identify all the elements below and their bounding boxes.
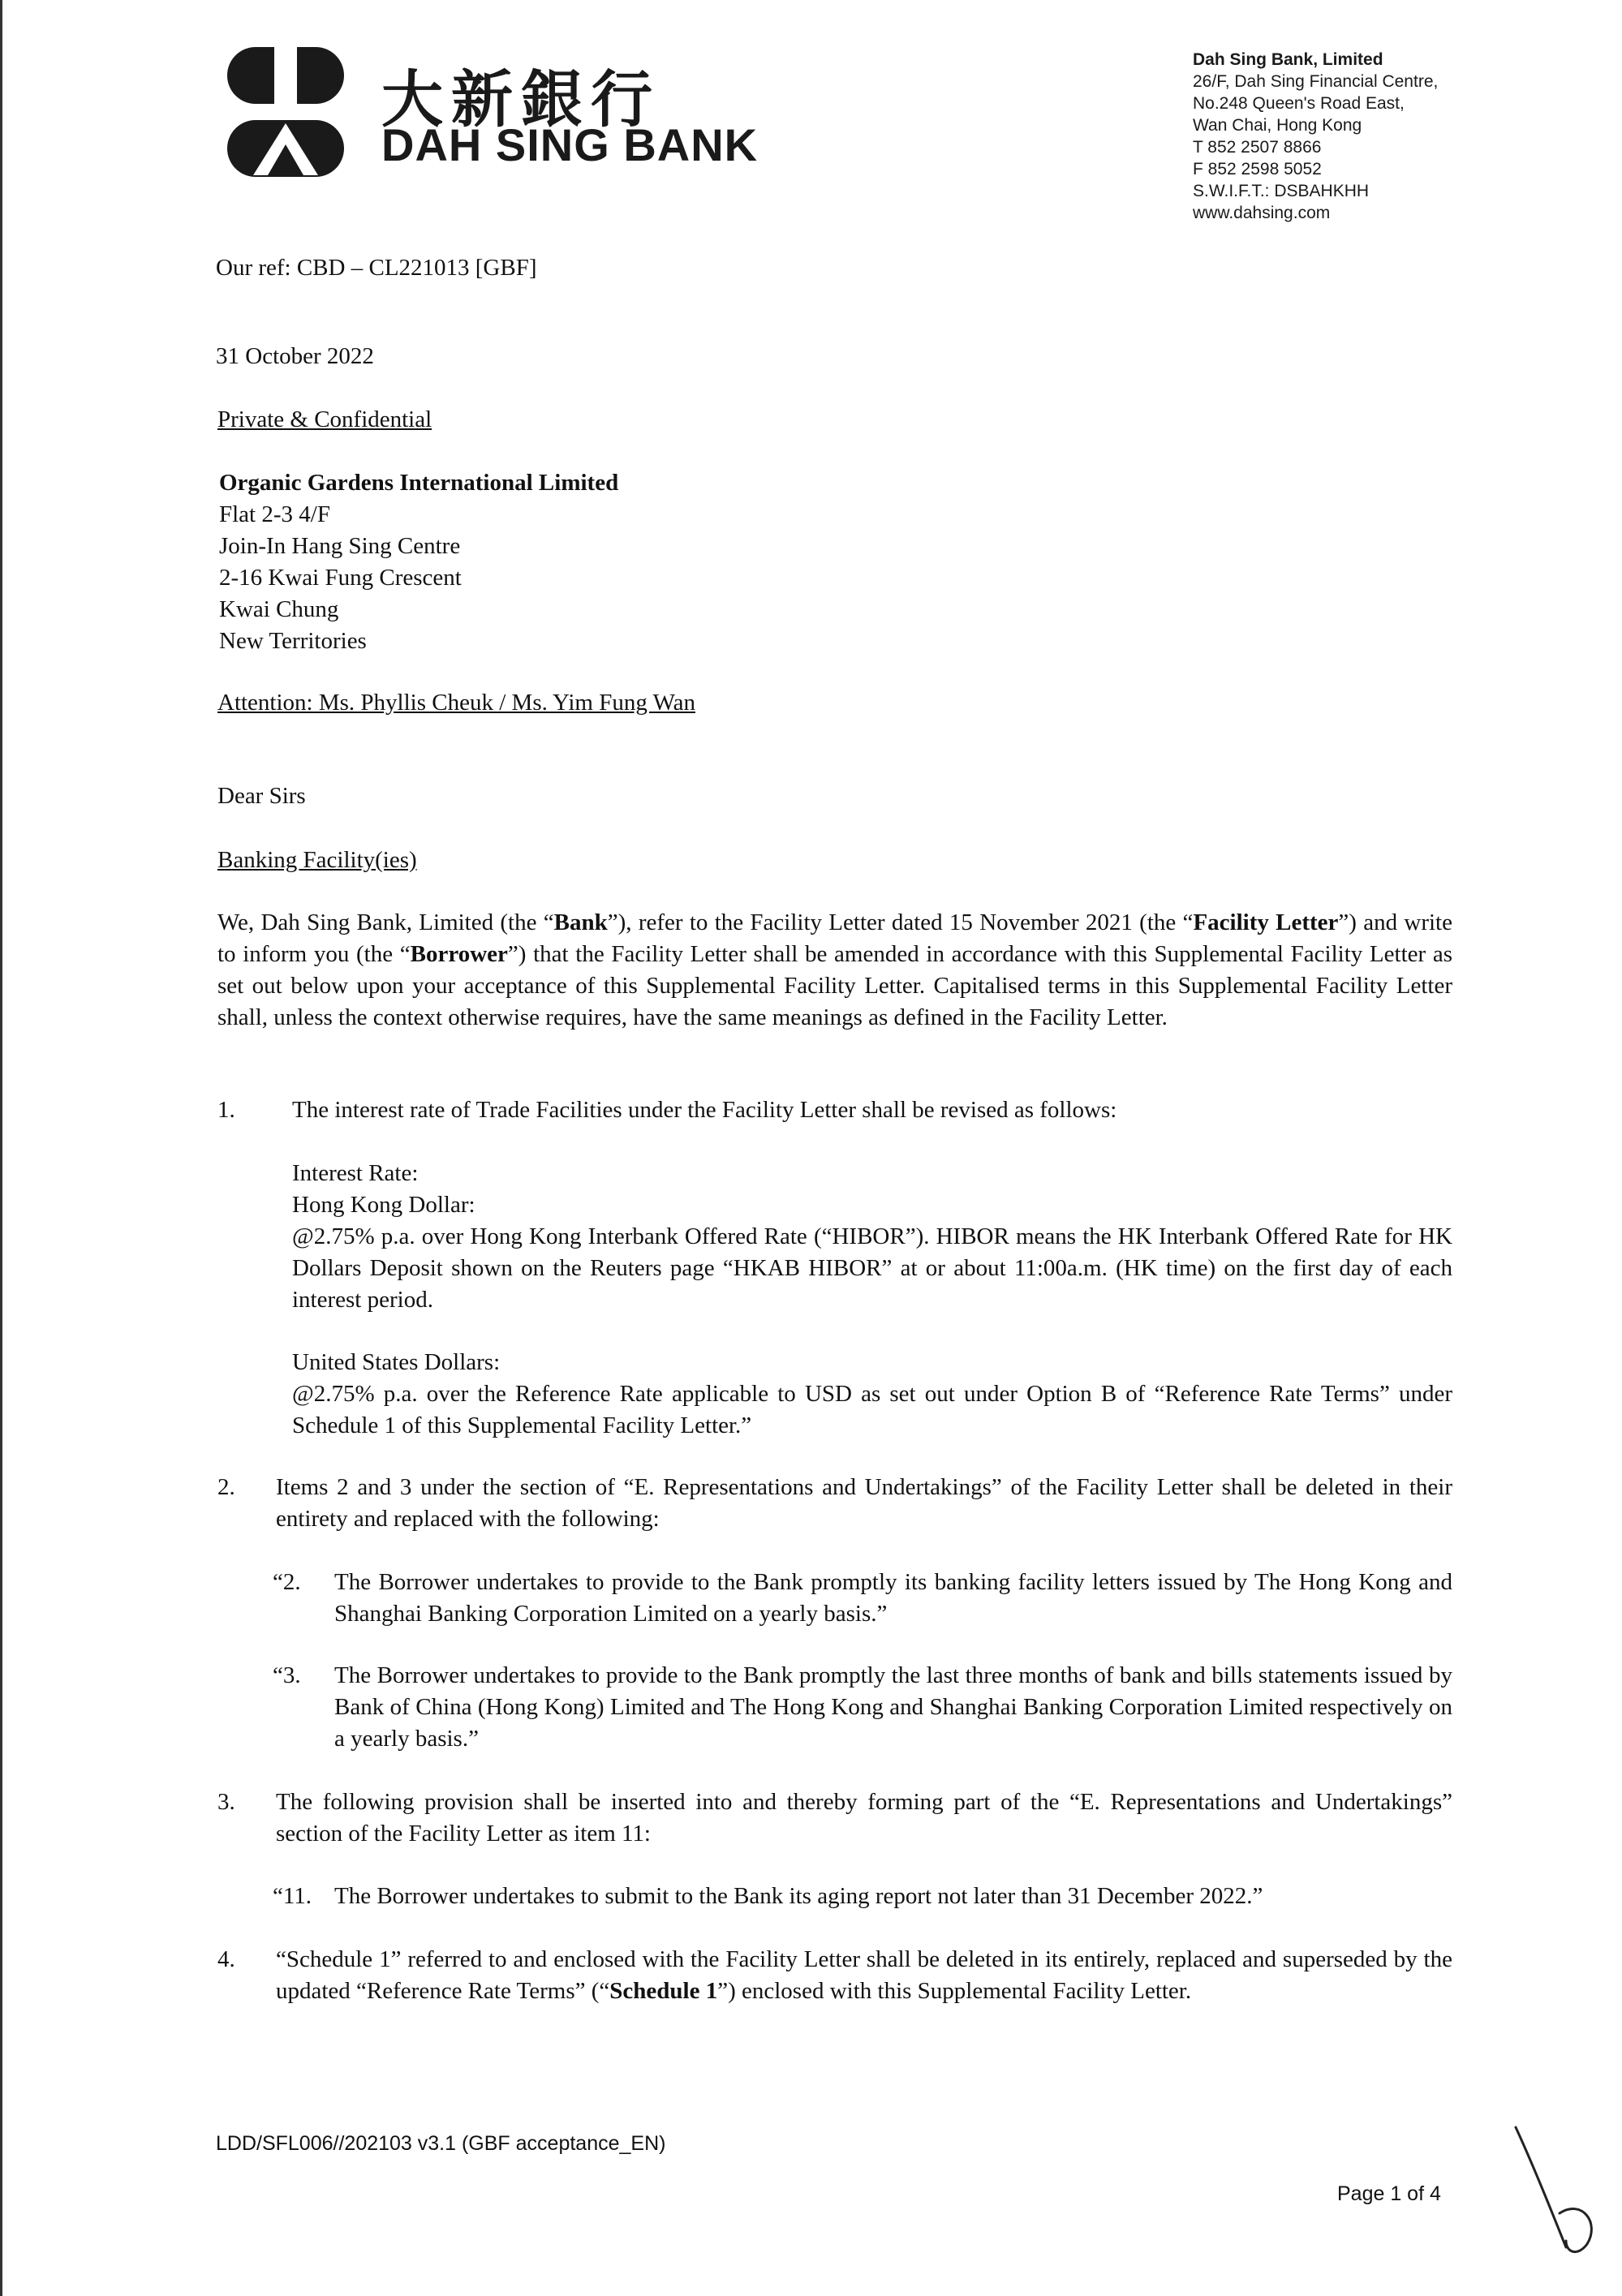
item-4-text	[276, 1944, 1452, 2007]
salutation: Dear Sirs	[217, 783, 306, 809]
recipient-address-line: Join-In Hang Sing Centre	[219, 533, 461, 559]
usd-label: United States Dollars:	[292, 1349, 501, 1375]
bank-name: Dah Sing Bank, Limited	[1193, 50, 1383, 69]
address-line: 26/F, Dah Sing Financial Centre,	[1193, 72, 1439, 91]
subject-line: Banking Facility(ies)	[217, 847, 417, 873]
address-line: Wan Chai, Hong Kong	[1193, 116, 1362, 135]
handwritten-initial-icon	[1509, 2118, 1607, 2264]
sub-item-number: “3.	[273, 1662, 301, 1688]
bank-address-block	[1193, 49, 1438, 224]
usd-rate-text: @2.75% p.a. over the Reference Rate applicable to USD as set out under Option B of “Reference Rate Terms” under Schedule 1 of this Supplemental Facility Letter.”	[292, 1381, 1452, 1438]
item-3-text: The following provision shall be inserted into and thereby forming part of the “E. Representations and Undertakings” section of the Facility Letter as item 11:	[276, 1789, 1452, 1847]
recipient-block	[219, 467, 618, 657]
sub-item-text: The Borrower undertakes to submit to the Bank its aging report not later than 31 December 2022.”	[334, 1883, 1263, 1909]
brand-english-name: DAH SING BANK	[381, 119, 759, 170]
letter-date: 31 October 2022	[216, 343, 374, 369]
recipient-address-line: Flat 2-3 4/F	[219, 501, 330, 527]
recipient-address-line: New Territories	[219, 628, 367, 654]
attention-line: Attention: Ms. Phyllis Cheuk / Ms. Yim Fung Wan	[217, 690, 696, 716]
intro-text: We, Dah Sing Bank, Limited (the “	[217, 909, 554, 935]
sub-item-number: “11.	[273, 1883, 312, 1909]
confidential-label: Private & Confidential	[217, 406, 432, 432]
address-line: No.248 Queen's Road East,	[1193, 94, 1405, 113]
scan-edge-line	[0, 0, 2, 2296]
swift-line: S.W.I.F.T.: DSBAHKHH	[1193, 182, 1370, 200]
hkd-label: Hong Kong Dollar:	[292, 1192, 475, 1218]
intro-paragraph	[217, 907, 1452, 1034]
item-4-part: “Schedule 1” referred to and enclosed with the Facility Letter shall be deleted in its entirely, replaced and superseded by the updated “Reference Rate Terms” (“	[276, 1946, 1452, 2004]
recipient-address-line: Kwai Chung	[219, 596, 339, 622]
intro-text: ”), refer to the Facility Letter dated 15 November 2021 (the “	[607, 909, 1194, 935]
hkd-rate-text: @2.75% p.a. over Hong Kong Interbank Offered Rate (“HIBOR”). HIBOR means the HK Interbank Offered Rate for HK Dollars Deposit shown on the Reuters page “HKAB HIBOR” at or about 11:00a.m. (HK time) on the first day of each interest period.	[292, 1223, 1452, 1313]
defined-term: Facility Letter	[1193, 909, 1339, 935]
item-number: 4.	[217, 1946, 235, 1972]
sub-item-text: The Borrower undertakes to provide to the Bank promptly its banking facility letters issued by The Hong Kong and Shanghai Banking Corporation Limited on a yearly basis.”	[334, 1569, 1452, 1627]
intro-text: ”) and write to inform you (the “	[217, 909, 1452, 967]
defined-term: Bank	[553, 909, 608, 935]
item-number: 2.	[217, 1474, 235, 1500]
sub-item-number: “2.	[273, 1569, 301, 1595]
item-number: 3.	[217, 1789, 235, 1815]
defined-term: Schedule 1	[609, 1978, 718, 2004]
document-reference: LDD/SFL006//202103 v3.1 (GBF acceptance_EN)	[216, 2132, 666, 2155]
recipient-address-line: 2-16 Kwai Fung Crescent	[219, 565, 462, 591]
interest-rate-block	[292, 1158, 1452, 1316]
dah-sing-logo-icon	[221, 47, 351, 183]
intro-text: ”) that the Facility Letter shall be amended in accordance with this Supplemental Facility Letter as set out below upon your acceptance of this Supplemental Facility Letter. Capitalised terms in this Supplemental Facility Letter shall, unless the context otherwise requires, have the same meanings as defined in the Facility Letter.	[217, 941, 1452, 1030]
item-1-text: The interest rate of Trade Facilities under the Facility Letter shall be revised as follows:	[292, 1097, 1117, 1123]
item-4-part: ”) enclosed with this Supplemental Facility Letter.	[717, 1978, 1192, 2004]
item-2-text: Items 2 and 3 under the section of “E. Representations and Undertakings” of the Facility Letter shall be deleted in their entirety and replaced with the following:	[276, 1474, 1452, 1532]
item-number: 1.	[217, 1097, 235, 1123]
our-reference: Our ref: CBD – CL221013 [GBF]	[216, 255, 537, 281]
defined-term: Borrower	[410, 941, 508, 967]
brand-chinese-name: 大新銀行	[381, 63, 660, 135]
phone-line: T 852 2507 8866	[1193, 138, 1322, 157]
usd-rate-block	[292, 1347, 1452, 1442]
website-line: www.dahsing.com	[1193, 204, 1331, 222]
recipient-name: Organic Gardens International Limited	[219, 470, 619, 496]
page-number: Page 1 of 4	[1337, 2182, 1441, 2205]
interest-rate-label: Interest Rate:	[292, 1160, 419, 1186]
fax-line: F 852 2598 5052	[1193, 160, 1322, 178]
sub-item-text: The Borrower undertakes to provide to the Bank promptly the last three months of bank and bills statements issued by Bank of China (Hong Kong) Limited and The Hong Kong and Shanghai Banking Corporation Limited respectively on a yearly basis.”	[334, 1662, 1452, 1752]
